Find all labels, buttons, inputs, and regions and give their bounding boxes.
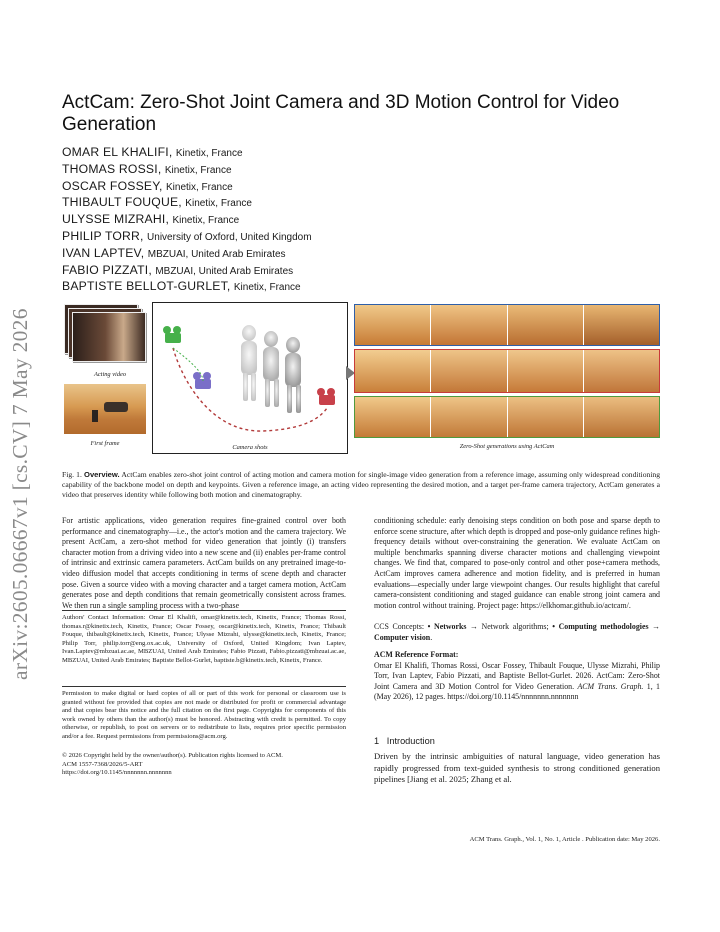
- ccs-item: • Computing methodologies: [552, 622, 649, 631]
- author-name: ULYSSE MIZRAHI,: [62, 212, 170, 227]
- caption-text: ActCam enables zero-shot joint control of acting motion and camera motion for single-image video generation from a reference image, assuming only widespread conditioning capability of the backbone model on depth and keypoints. Given a reference image, an acting video representing the desired motion, and a target per-frame camera trajectory, ActCam generates a video that preserves identity while following both motion and cinematography.: [62, 470, 661, 499]
- author-name: BAPTISTE BELLOT-GURLET,: [62, 279, 231, 294]
- author-name: THOMAS ROSSI,: [62, 161, 162, 176]
- ccs-label: CCS Concepts:: [374, 622, 425, 631]
- author-affiliation: Kinetix, France: [185, 198, 252, 210]
- reference-tail: 1, 1 (May 2026), 12 pages. https://doi.org/10.1145/nnnnnnn.nnnnnnn: [374, 681, 660, 702]
- ccs-item-detail: Computer vision: [374, 632, 431, 642]
- abstract-left: For artistic applications, video generation requires fine-grained control over both performance and cinematography—i.e., the actor's motion and the camera trajectory. We present ActCam, a zero-shot method for video generation that jointly (i) transfers character motion from a driving video into a new scene and (ii) enables per-frame control of intrinsic and extrinsic camera parameters. ActCam builds on any pretrained image-to-video diffusion model that accepts conditioning in terms of scene depth and character pose. Given a source video with a moving character and a target camera motion, ActCam generates pose and depth conditions that remain geometrically consistent across frames. We then run a single sampling process with a two-phase: [62, 516, 346, 610]
- generation-row-blue: [354, 304, 660, 346]
- author-affiliation: Kinetix, France: [175, 148, 243, 159]
- permission-notice: Permission to make digital or hard copies of all or part of this work for personal or classroom use is granted without fee provided that copies are not made or distributed for profit or commercial advantage and that copies bear this notice and the full citation on the first page. Copyrights for components of this work owned by others than the author(s) must be honored. Abstracting with credit is permitted. To copy otherwise, or republish, to post on servers or to redistribute to lists, requires prior specific permission and/or a fee. Request permissions from permissions@acm.org.: [62, 690, 346, 740]
- page-footer: ACM Trans. Graph., Vol. 1, No. 1, Article . Publication date: May 2026.: [469, 836, 660, 843]
- author-list: [62, 145, 662, 296]
- ccs-end: .: [430, 632, 433, 642]
- author-entry: [62, 162, 662, 179]
- first-frame-label: First frame: [90, 440, 120, 447]
- figure-caption: [62, 470, 660, 500]
- author-entry: [62, 229, 662, 246]
- generation-row-red: [354, 349, 660, 393]
- paper-title: ActCam: Zero-Shot Joint Camera and 3D Motion Control for Video Generation: [62, 92, 620, 135]
- reference-authors: Omar El Khalifi, Thomas Rossi, Oscar Fossey, Thibault Fouque, Ulysse Mizrahi, Philip Torr, Ivan Laptev, Fabio Pizzati, and Baptiste Bellot-Gurlet. 2026. ActCam: Zero-Shot Joint Camera and 3D Motion Control for Video Generation.: [374, 660, 660, 691]
- author-entry: [62, 179, 662, 196]
- author-entry: [62, 279, 662, 296]
- copyright-block: [62, 752, 346, 778]
- abstract-right: conditioning schedule: early denoising steps condition on both pose and sparse depth to enforce scene structure, after which depth is dropped and pose-only guidance refines high-frequency details without over-constraining the generation. We evaluate ActCam on multiple benchmarks spanning diverse character motions and challenging viewpoint changes. We find that, compared to pose-only control and other pose+camera methods, ActCam improves camera adherence and motion fidelity, and is preferred in human evaluations—especially under large viewpoint changes. Our results highlight that careful camera-consistent conditioning and staged guidance can enable strong joint camera and motion control without training. Project page: https://elkhomar.github.io/actcam/.: [374, 516, 660, 610]
- doi-line: https://doi.org/10.1145/nnnnnnn.nnnnnnn: [62, 769, 172, 777]
- caption-bold: Overview.: [84, 470, 120, 479]
- intro-text: Driven by the intrinsic ambiguities of natural language, video generation has rapidly progressed from text-guided synthesis to strong conditioned generation pipelines [Jiang et al. 2025; Zhang et al.: [374, 751, 660, 785]
- acting-video-label: Acting video: [93, 371, 127, 378]
- arxiv-stamp: arXiv:2605.06667v1 [cs.CV] 7 May 2026: [8, 308, 32, 680]
- author-name: OMAR EL KHALIFI,: [62, 145, 173, 159]
- divider: [62, 686, 346, 687]
- author-entry: [62, 263, 662, 280]
- section-title: Introduction: [386, 736, 435, 746]
- author-affiliation: Kinetix, France: [164, 164, 232, 176]
- author-name: OSCAR FOSSEY,: [62, 178, 163, 193]
- section-heading: [374, 736, 435, 746]
- author-affiliation: University of Oxford, United Kingdom: [147, 231, 312, 243]
- author-entry: [62, 246, 662, 263]
- figure-overview: [62, 302, 660, 456]
- author-affiliation: MBZUAI, United Arab Emirates: [147, 248, 286, 260]
- camera-shots-illustration: [153, 303, 347, 453]
- acm-reference: [374, 650, 660, 703]
- generations-label: Zero-Shot generations using ActCam: [459, 443, 555, 450]
- ccs-item: • Networks: [427, 622, 467, 631]
- copyright-line: ACM 1557-7368/2026/5-ART: [62, 760, 143, 768]
- ccs-arrow: →: [652, 622, 661, 631]
- divider: [62, 610, 346, 611]
- author-entry: [62, 212, 662, 229]
- author-affiliation: Kinetix, France: [165, 181, 233, 193]
- copyright-line: © 2026 Copyright held by the owner/author(s). Publication rights licensed to ACM.: [62, 752, 283, 759]
- author-name: IVAN LAPTEV,: [62, 245, 145, 260]
- ccs-item-detail: → Network algorithms;: [470, 622, 549, 631]
- author-name: THIBAULT FOUQUE,: [62, 195, 182, 210]
- author-affiliation: Kinetix, France: [233, 282, 301, 294]
- author-contact: Authors' Contact Information: Omar El Khalifi, omar@kinetix.tech, Kinetix, France; Thomas Rossi, thomas.r@kinetix.tech, Kinetix, France; Oscar Fossey, oscar@kinetix.tech, Kinetix, France; Thibault Fouque, thibault@kinetix.tech, Kinetix, France; Ulysse Mizrahi, ulysse@kinetix.tech, Kinetix, France; Philip Torr, philip.torr@eng.ox.ac.uk, University of Oxford, United Kingdom; Ivan Laptev, Ivan.Laptev@mbzuai.ac.ae, MBZUAI, United Arab Emirates; Fabio Pizzati, Fabio.pizzati@mbzuai.ac.ae, MBZUAI, United Arab Emirates; Baptiste Bellot-Gurlet, baptiste.b@kinetix.tech, Kinetix, France.: [62, 614, 346, 664]
- section-number: 1: [374, 736, 380, 746]
- author-name: FABIO PIZZATI,: [62, 262, 152, 277]
- reference-journal: ACM Trans. Graph.: [577, 681, 644, 691]
- caption-prefix: Fig. 1.: [62, 470, 82, 479]
- author-name: PHILIP TORR,: [62, 228, 144, 243]
- camera-shots-label: Camera shots: [232, 444, 268, 451]
- camera-shots-panel: [152, 302, 348, 454]
- generation-row-green: [354, 396, 660, 438]
- reference-heading: ACM Reference Format:: [374, 650, 459, 659]
- author-entry: [62, 195, 662, 212]
- acting-video-stack: [64, 304, 146, 366]
- ccs-concepts: [374, 622, 660, 643]
- author-entry: [62, 145, 662, 162]
- author-affiliation: MBZUAI, United Arab Emirates: [155, 265, 294, 277]
- author-affiliation: Kinetix, France: [172, 215, 240, 227]
- first-frame-image: [64, 384, 146, 434]
